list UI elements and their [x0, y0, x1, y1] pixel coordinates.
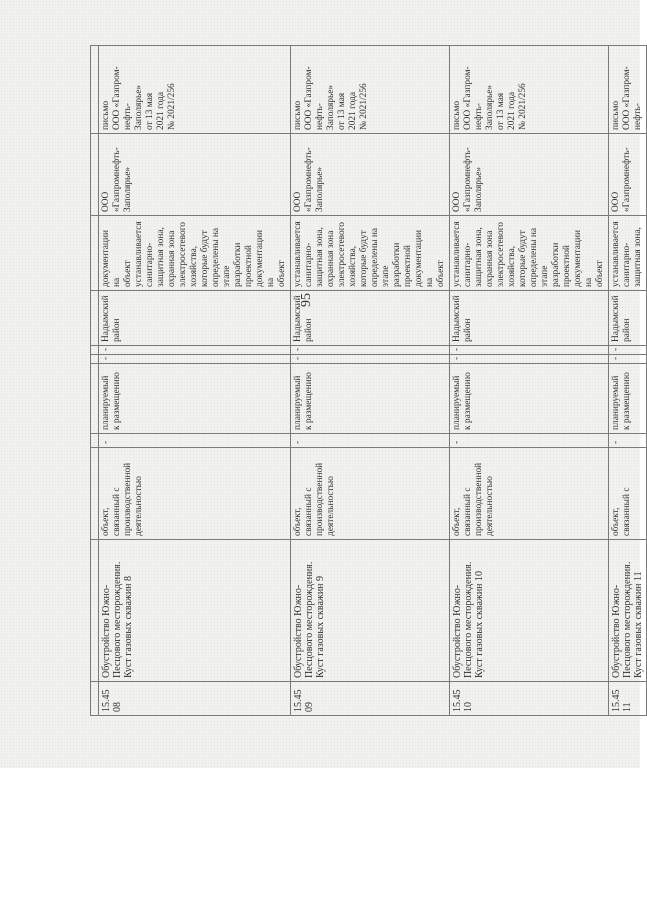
- object-org: ООО «Газпромнефть- Заполярье»: [291, 134, 450, 216]
- page-number: 95: [299, 293, 314, 307]
- object-name: Обустройство Южно- Песцового месторождения. Куст газовых скважин 10: [450, 540, 609, 682]
- object-location: Надымский район: [609, 291, 647, 346]
- cell: [91, 46, 99, 134]
- object-doc: письмо ООО «Газпром- нефть-: [609, 46, 647, 134]
- row-number: 15.4509: [291, 682, 450, 716]
- table-row: [91, 46, 99, 716]
- cell: [91, 134, 99, 216]
- object-doc: письмо ООО «Газпром- нефть- Заполярье» от 13 мая 2021 года № 2021/256: [291, 46, 450, 134]
- object-zone: документации на объект устанавливается санитарно- защитная зона, охранная зона электросетевого хозяйства, которые будут определены на этапе разработки проектной документации на объект: [99, 216, 291, 291]
- dash-cell: -: [450, 355, 609, 364]
- cell: [91, 434, 99, 448]
- dash-cell: -: [291, 355, 450, 364]
- dash-cell: -: [609, 355, 647, 364]
- object-name: Обустройство Южно- Песцового месторождения. Куст газовых скважин 9: [291, 540, 450, 682]
- object-location: Надымский район: [291, 291, 450, 346]
- dash-cell: -: [450, 346, 609, 355]
- object-status: планируемый к размещению: [99, 364, 291, 434]
- object-zone: устанавливается санитарно- защитная зона, охранная зона электросетевого хозяйства, которые будут определены на этапе разработки проектной документации на объект: [291, 216, 450, 291]
- table-row: [609, 46, 647, 716]
- object-zone: устанавливается санитарно- защитная зона, охранная зона электросетевого хозяйства, которые будут определены на этапе разработки проектной документации на объект: [450, 216, 609, 291]
- object-status: планируемый к размещению: [609, 364, 647, 434]
- object-type: объект, связанный с производственной деятельностью: [450, 448, 609, 540]
- dash-cell: -: [99, 355, 291, 364]
- cell: [91, 291, 99, 346]
- row-number: 15.4508: [99, 682, 291, 716]
- object-name: Обустройство Южно- Песцового месторождения. Куст газовых скважин 11: [609, 540, 647, 682]
- table-row: [291, 46, 450, 716]
- object-status: планируемый к размещению: [291, 364, 450, 434]
- object-doc: письмо ООО «Газпром- нефть- Заполярье» от 13 мая 2021 года № 2021/256: [450, 46, 609, 134]
- cell: [91, 448, 99, 540]
- cell: [91, 540, 99, 682]
- cell: [91, 364, 99, 434]
- object-zone: устанавливается санитарно- защитная зона,: [609, 216, 647, 291]
- object-type: объект, связанный с: [609, 448, 647, 540]
- dash-cell: -: [99, 434, 291, 448]
- row-number: 15.4511: [609, 682, 647, 716]
- dash-cell: -: [450, 434, 609, 448]
- dash-cell: -: [609, 346, 647, 355]
- object-location: Надымский район: [99, 291, 291, 346]
- table-row: [99, 46, 291, 716]
- object-org: ООО «Газпромнефть- Заполярье»: [450, 134, 609, 216]
- dash-cell: -: [99, 346, 291, 355]
- object-name: Обустройство Южно- Песцового месторождения. Куст газовых скважин 8: [99, 540, 291, 682]
- dash-cell: -: [609, 434, 647, 448]
- cell: [91, 346, 99, 355]
- dash-cell: -: [291, 434, 450, 448]
- object-org: ООО «Газпромнефть-: [609, 134, 647, 216]
- objects-table: [90, 45, 647, 716]
- row-number: 15.4510: [450, 682, 609, 716]
- object-org: ООО «Газпромнефть- Заполярье»: [99, 134, 291, 216]
- table-row: [450, 46, 609, 716]
- object-type: объект, связанный с производственной деятельностью: [99, 448, 291, 540]
- object-type: объект, связанный с производственной деятельностью: [291, 448, 450, 540]
- object-status: планируемый к размещению: [450, 364, 609, 434]
- rotated-table-wrapper: [90, 46, 644, 716]
- object-location: Надымский район: [450, 291, 609, 346]
- cell: [91, 355, 99, 364]
- object-doc: письмо ООО «Газпром- нефть- Заполярье» от 13 мая 2021 года № 2021/256: [99, 46, 291, 134]
- cell: [91, 216, 99, 291]
- dash-cell: -: [291, 346, 450, 355]
- cell: [91, 682, 99, 716]
